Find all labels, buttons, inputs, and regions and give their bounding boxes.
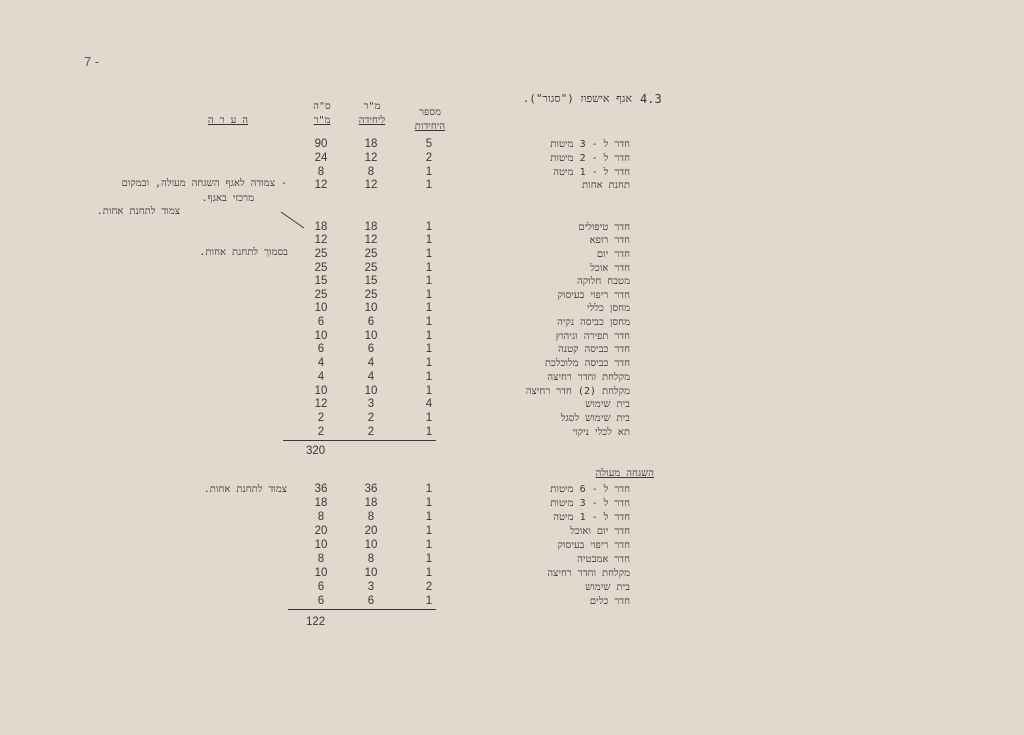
units-count: 1 xyxy=(425,234,433,246)
total-area: 2 xyxy=(317,426,325,438)
room-name: מחסן כללי xyxy=(587,303,630,314)
area-per-unit: 3 xyxy=(367,398,375,410)
area-per-unit: 15 xyxy=(364,275,378,287)
room-name: מקלחת וחדר רחיצה xyxy=(547,372,630,383)
total-area: 8 xyxy=(317,166,325,178)
header-area-per-unit xyxy=(350,100,394,128)
units-count: 2 xyxy=(425,581,433,593)
header-remark: ה ע ר ה xyxy=(207,115,249,126)
note-nurse-station-cont: מרכזי באגף. xyxy=(201,193,254,204)
header-area-line2: ליחידה xyxy=(358,115,386,126)
room-name: בית שימוש xyxy=(585,399,630,410)
units-count: 1 xyxy=(425,262,433,274)
room-name: חדר ל - 1 מיטה xyxy=(553,167,630,178)
units-count: 1 xyxy=(425,221,433,233)
area-per-unit: 18 xyxy=(364,138,378,150)
total-area: 6 xyxy=(317,595,325,607)
units-count: 1 xyxy=(425,179,433,191)
area-per-unit: 12 xyxy=(364,234,378,246)
room-name: חדר טיפולים xyxy=(578,222,630,233)
area-per-unit: 20 xyxy=(364,525,378,537)
total-area: 25 xyxy=(314,289,328,301)
units-count: 1 xyxy=(425,497,433,509)
room-name: חדר כביסה קטנה xyxy=(558,344,630,355)
section-title: אגף אישפוז ("סגור"). xyxy=(522,92,632,105)
units-count: 1 xyxy=(425,302,433,314)
area-per-unit: 10 xyxy=(364,330,378,342)
note-treatment-room: צמוד לתחנת אחות. xyxy=(96,206,180,217)
area-per-unit: 10 xyxy=(364,539,378,551)
room-name: מקלחת וחדר רחיצה xyxy=(547,568,630,579)
header-total-line2: מ"ר xyxy=(313,115,331,126)
units-count: 1 xyxy=(425,385,433,397)
page-number: 7 - xyxy=(84,54,100,69)
total-area: 90 xyxy=(314,138,328,150)
room-name: מחסן כביסה נקיה xyxy=(557,317,630,328)
room-name: חדר כביסה מלוכלכת xyxy=(544,358,630,369)
total-area: 6 xyxy=(317,343,325,355)
total-area: 12 xyxy=(314,398,328,410)
area-per-unit: 2 xyxy=(367,412,375,424)
header-total-line1: ס"ה xyxy=(313,101,331,112)
units-count: 1 xyxy=(425,371,433,383)
room-name: חדר ל - 6 מיטות xyxy=(550,484,630,495)
room-name: חדר ל - 3 מיטות xyxy=(550,498,630,509)
units-count: 1 xyxy=(425,316,433,328)
room-name: חדר יום xyxy=(596,249,630,260)
area-per-unit: 18 xyxy=(364,221,378,233)
header-area-line1: מ"ר xyxy=(363,101,381,112)
total-area: 4 xyxy=(317,371,325,383)
area-per-unit: 36 xyxy=(364,483,378,495)
total-area: 25 xyxy=(314,262,328,274)
room-name: חדר תפירה וגיהוץ xyxy=(555,331,630,342)
area-per-unit: 4 xyxy=(367,371,375,383)
units-count: 1 xyxy=(425,539,433,551)
note-pointer-line xyxy=(280,206,306,230)
units-count: 1 xyxy=(425,595,433,607)
room-name: מטבח חלוקה xyxy=(577,276,630,287)
note-day-room: בסמוך לתחנת אחות. xyxy=(199,247,288,258)
units-count: 1 xyxy=(425,357,433,369)
total-area: 10 xyxy=(314,567,328,579)
room-name: תא לכלי ניקוי xyxy=(572,427,630,438)
area-per-unit: 6 xyxy=(367,316,375,328)
units-count: 1 xyxy=(425,166,433,178)
room-name: תחנת אחות xyxy=(582,180,630,191)
total-area: 20 xyxy=(314,525,328,537)
total-area: 10 xyxy=(314,302,328,314)
units-count: 1 xyxy=(425,275,433,287)
room-name: חדר ל - 2 מיטות xyxy=(550,153,630,164)
area-per-unit: 25 xyxy=(364,248,378,260)
units-count: 1 xyxy=(425,330,433,342)
note-six-bed-room: צמוד לתחנת אחות. xyxy=(203,484,287,495)
units-count: 1 xyxy=(425,483,433,495)
total-area: 10 xyxy=(314,385,328,397)
units-count: 5 xyxy=(425,138,433,150)
total-area: 12 xyxy=(314,234,328,246)
units-count: 1 xyxy=(425,567,433,579)
area-per-unit: 10 xyxy=(364,302,378,314)
room-name: חדר אמבטיה xyxy=(577,554,630,565)
area-per-unit: 12 xyxy=(364,179,378,191)
group2-sum: 122 xyxy=(306,616,326,628)
room-name: חדר אוכל xyxy=(590,263,630,274)
total-area: 6 xyxy=(317,316,325,328)
area-per-unit: 3 xyxy=(367,581,375,593)
room-name: חדר ריפוי בעיסוק xyxy=(557,290,630,301)
room-name: חדר יום ואוכל xyxy=(570,526,630,537)
total-area: 24 xyxy=(314,152,328,164)
group2-heading: השגחה מעולה xyxy=(595,468,654,479)
note-nurse-station: - צמודה לאגף השגחה מעולה, ובמקום xyxy=(121,178,287,189)
total-area: 10 xyxy=(314,539,328,551)
area-per-unit: 10 xyxy=(364,567,378,579)
total-area: 15 xyxy=(314,275,328,287)
area-per-unit: 6 xyxy=(367,595,375,607)
room-name: חדר ל - 1 מיטה xyxy=(553,512,630,523)
units-count: 2 xyxy=(425,152,433,164)
area-per-unit: 12 xyxy=(364,152,378,164)
total-area: 8 xyxy=(317,553,325,565)
total-area: 10 xyxy=(314,330,328,342)
area-per-unit: 25 xyxy=(364,289,378,301)
area-per-unit: 10 xyxy=(364,385,378,397)
header-units xyxy=(405,106,455,134)
total-area: 25 xyxy=(314,248,328,260)
header-units-line2: היחידות xyxy=(414,121,446,132)
units-count: 1 xyxy=(425,289,433,301)
units-count: 1 xyxy=(425,525,433,537)
section-number: 4.3 xyxy=(640,92,662,106)
total-area: 2 xyxy=(317,412,325,424)
units-count: 1 xyxy=(425,511,433,523)
room-name: בית שימוש לסגל xyxy=(560,413,630,424)
area-per-unit: 18 xyxy=(364,497,378,509)
units-count: 1 xyxy=(425,553,433,565)
units-count: 1 xyxy=(425,248,433,260)
group1-sum: 320 xyxy=(306,445,326,457)
header-total-area xyxy=(304,100,340,128)
total-area: 36 xyxy=(314,483,328,495)
area-per-unit: 6 xyxy=(367,343,375,355)
area-per-unit: 8 xyxy=(367,166,375,178)
total-area: 6 xyxy=(317,581,325,593)
room-name: חדר ריפוי בעיסוק xyxy=(557,540,630,551)
room-name: חדר ל - 3 מיטות xyxy=(550,139,630,150)
units-count: 1 xyxy=(425,412,433,424)
units-count: 1 xyxy=(425,426,433,438)
area-per-unit: 4 xyxy=(367,357,375,369)
group2-sum-rule xyxy=(288,609,436,610)
room-name: מקלחת (2) חדר רחיצה xyxy=(525,386,630,397)
room-name: בית שימוש xyxy=(585,582,630,593)
area-per-unit: 2 xyxy=(367,426,375,438)
header-units-line1: מספר xyxy=(419,107,441,118)
room-name: חדר כלים xyxy=(589,596,630,607)
total-area: 18 xyxy=(314,497,328,509)
units-count: 1 xyxy=(425,343,433,355)
area-per-unit: 8 xyxy=(367,511,375,523)
total-area: 18 xyxy=(314,221,328,233)
area-per-unit: 8 xyxy=(367,553,375,565)
group1-sum-rule xyxy=(283,440,436,441)
total-area: 8 xyxy=(317,511,325,523)
area-per-unit: 25 xyxy=(364,262,378,274)
units-count: 4 xyxy=(425,398,433,410)
total-area: 12 xyxy=(314,179,328,191)
room-name: חדר רופא xyxy=(589,235,630,246)
total-area: 4 xyxy=(317,357,325,369)
